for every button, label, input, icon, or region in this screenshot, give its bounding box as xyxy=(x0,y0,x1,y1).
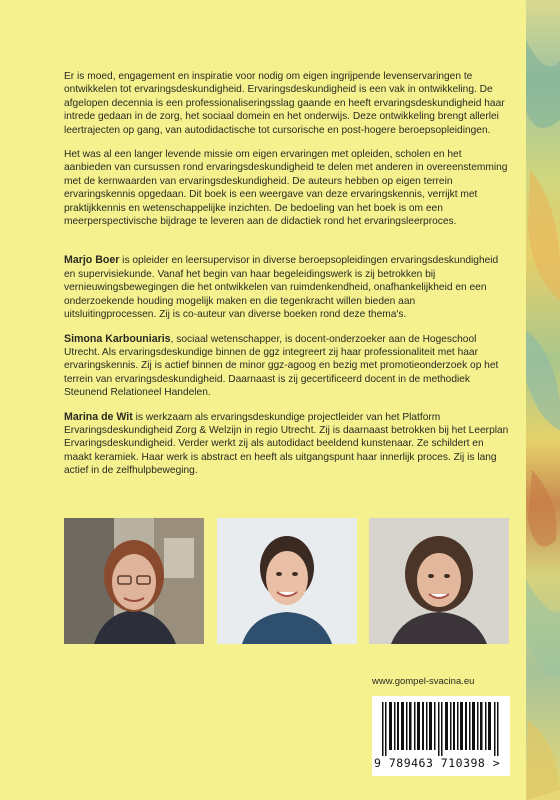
author-bio-text-2: , sociaal wetenschapper, is docent-onderzoeker aan de Hogeschool Utrecht. Als ervaringsdeskundige binnen de ggz integreert zij haar professionaliteit met haar ervaringskennis. Zij is actief binnen de minor ggz-agoog en bezig met promotieonderzoek op het terrein van ervaringsdeskundigheid. Daarnaast is zij gecertificeerd docent in de methodiek Steunend Relationeel Handelen. xyxy=(64,333,499,399)
author-bio-3 xyxy=(64,411,510,478)
author-photo-marina-de-wit xyxy=(369,518,509,644)
author-name-2: Simona Karbouniaris xyxy=(64,332,171,345)
back-cover-text xyxy=(64,70,510,489)
publisher-url: www.gompel-svacina.eu xyxy=(372,676,475,687)
isbn-number: 9 789463 710398 > xyxy=(374,756,501,770)
author-photos xyxy=(64,518,509,644)
isbn-barcode xyxy=(372,696,510,776)
author-photo-marjo-boer xyxy=(64,518,204,644)
cover-artwork-strip xyxy=(526,0,560,800)
author-bio-text-1: is opleider en leersupervisor in diverse beroepsopleidingen ervaringsdeskundigheid en supervisiekunde. Vanaf het begin van haar begeleidingswerk is zij betrokken bij vernieuwingsbewegingen die het ontwikkelen van ruimdenkendheid, onafhankelijkheid en een onderzoekende houding mogelijk maken en die tegenkracht willen bieden aan uitsluitingprocessen. Zij is co-auteur van diverse boeken rond deze thema's. xyxy=(64,255,499,321)
author-photo-simona-karbouniaris xyxy=(217,518,357,644)
author-name-1: Marjo Boer xyxy=(64,254,120,267)
intro-paragraph-2: Het was al een langer levende missie om eigen ervaringen met opleiden, scholen en het aanbieden van cursussen rond ervaringsdeskundigheid te delen met anderen in overeenstemming met de kernwaarden van ervaringsdeskundigheid. De auteurs hebben op eigen terrein ervaringskennis opgedaan. Dit boek is een weergave van deze ervaringskennis, verrijkt met praktijkkennis en wetenschappelijke inzichten. De bedoeling van het boek is om een meerperspectivische bijdrage te leveren aan de didactiek rond het ervaringsleerproces. xyxy=(64,149,508,228)
barcode-bars xyxy=(382,702,500,756)
author-name-3: Marina de Wit xyxy=(64,410,133,423)
author-bio-1 xyxy=(64,254,510,321)
intro-paragraph-1: Er is moed, engagement en inspiratie voor nodig om eigen ingrijpende levenservaringen te ontwikkelen tot ervaringsdeskundigheid. Ervaringsdeskundigheid is een vak in ontwikkeling. De afgelopen decennia is een professionaliseringsslag gaande en heeft ervaringsdeskundigheid haar intrede gedaan in de zorg, het sociaal domein en het onderwijs. Deze ontwikkeling brengt allerlei leertrajecten op gang, van autodidactische tot cursorische en post-hogere beroepsopleidingen. xyxy=(64,71,505,136)
author-bio-text-3: is werkzaam als ervaringsdeskundige projectleider van het Platform Ervaringsdeskundigheid Zorg & Welzijn in regio Utrecht. Zij is daarnaast betrokken bij het Leerplan Ervaringsdeskundigheid. Verder werkt zij als autodidact beeldend kunstenaar. Ze schildert en maakt keramiek. Haar werk is abstract en heeft als uitgangspunt haar innerlijk proces. Zij is lang actief in de zelfhulpbeweging. xyxy=(64,411,509,477)
author-bio-2 xyxy=(64,333,510,400)
